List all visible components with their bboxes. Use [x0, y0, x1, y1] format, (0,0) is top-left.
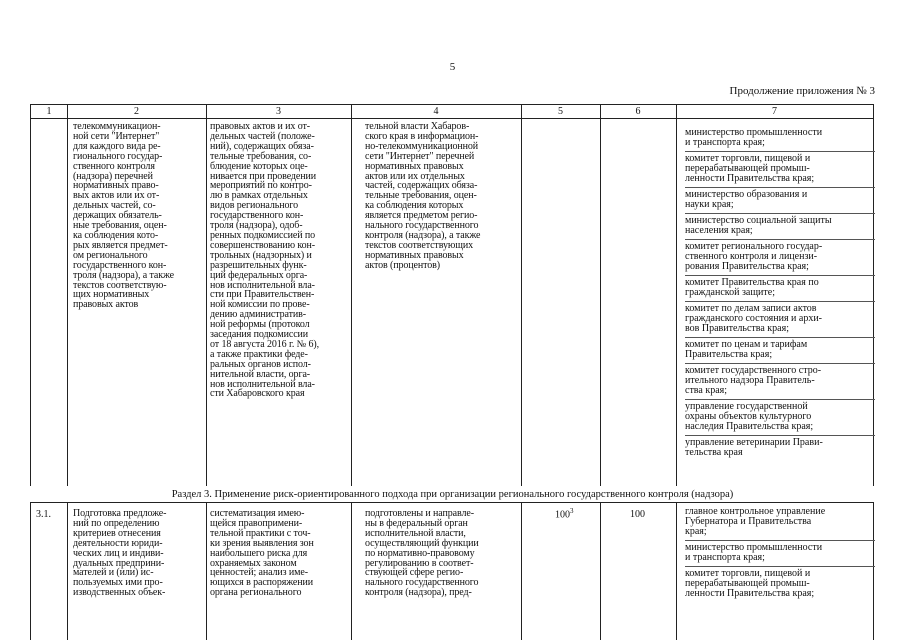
continuation-label: Продолжение приложения № 3 — [729, 85, 875, 97]
list-item: министерство социальной защиты населения края; — [685, 214, 875, 240]
list-item: комитет государственного стро- ительного надзора Правитель- ства края; — [685, 364, 875, 400]
row-prev-col7-list — [685, 126, 875, 461]
list-item: комитет торговли, пищевой и перерабатывающей промыш- ленности Правительства края; — [685, 568, 815, 599]
page-number: 5 — [449, 61, 456, 73]
col5-value: 100 — [555, 509, 570, 521]
row-prev-col3: правовых актов и их от- дельных частей (положе- ний), содержащих обяза- тельные требования, со- блюдение которых оце- нивается при проведении мероприятий по контро- лю в рамках отдельных видов регионального государственного кон- троля (надзора), одоб- ренных подкомиссией по совершенствованию кон- трольных (надзорных) и разрешительных функ- ций федеральных орга- нов исполнительной вла- сти при Правительствен- ной комиссии по прове- дению административ- ной реформы (протокол заседания подкомиссии от 18 августа 2016 г. № 6), а также практики феде- ральных органов испол- нительной власти, орга- нов исполнительной вла- сти Хабаровского края — [210, 121, 320, 400]
header-rule — [31, 118, 873, 119]
header-col-6: 6 — [635, 106, 641, 117]
row-31-col3: систематизация имею- щейся правопримени- тельной практики с точ- ки зрения выявления зон наибольшего риска для охраняемых законом ценностей; анализ име- ющихся в распоряжении органа регионального — [210, 508, 314, 599]
list-item: главное контрольное управление Губернатора и Правительства края; — [685, 505, 875, 541]
list-item: комитет по делам записи актов гражданского состояния и архи- вов Правительства края; — [685, 302, 875, 338]
row-prev-col2: телекоммуникацион- ной сети "Интернет" для каждого вида ре- гионального государ- ственного контроля (надзора) перечней нормативных право- вых актов или их от- дельных частей, со- держащих обязатель- ные требования, оцен- ка соблюдения кото- рых является предмет- ом регионального государственного кон- троля (надзора), а также текстов соответствую- щих нормативных правовых актов — [73, 121, 174, 311]
column-divider — [676, 502, 677, 640]
row-prev-col4: тельной власти Хабаров- ского края в информацион- но-телекоммуникационной сети "Интернет" перечней нормативных правовых актов или их отдельных частей, содержащих обяза- тельные требования, оцен- ка соблюдения которых является предметом регио- нального государственного контроля (надзора), а также текстов соответствующих нормативных правовых актов (процентов) — [365, 121, 481, 271]
list-item: министерство образования и науки края; — [685, 188, 875, 214]
header-col-2: 2 — [134, 106, 139, 117]
header-col-4: 4 — [433, 106, 439, 117]
list-item: комитет по ценам и тарифам Правительства края; — [685, 338, 875, 364]
header-col-3: 3 — [276, 106, 281, 117]
header-col-7: 7 — [772, 106, 777, 117]
column-divider — [67, 105, 68, 486]
column-divider — [67, 502, 68, 640]
list-item: министерство промышленности и транспорта края; — [685, 126, 875, 152]
footnote-marker: 3 — [570, 507, 574, 515]
row-31-col4: подготовлены и направле- ны в федеральный орган исполнительной власти, осуществляющий функции по нормативно-правовому регулированию в соответ- ствующей сфере регио- нального государственного контроля (надзора), пред- — [365, 508, 479, 599]
column-divider — [676, 105, 677, 486]
row-31-col2: Подготовка предложе- ний по определению критериев отнесения деятельности юриди- ческих лиц и индиви- дуальных предприни- мателей и (или) ис- пользуемых ими про- изводственных объек- — [73, 508, 167, 599]
list-item: комитет торговли, пищевой и перерабатывающей промыш- ленности Правительства края; — [685, 152, 875, 188]
row-31-col7-list — [685, 505, 875, 602]
column-divider — [600, 105, 601, 486]
row-number: 3.1. — [36, 509, 51, 520]
row-31-col5 — [555, 507, 574, 520]
list-item: управление ветеринарии Прави- тельства края — [685, 437, 823, 458]
list-item: комитет регионального государ- ственного контроля и лицензи- рования Правительства края; — [685, 240, 875, 276]
section-title: Раздел 3. Применение риск-ориентированного подхода при организации регионального государственного контроля (надзора) — [171, 489, 734, 500]
list-item: комитет Правительства края по гражданской защите; — [685, 276, 875, 302]
row-31-col6: 100 — [630, 509, 645, 520]
header-col-1: 1 — [46, 106, 52, 117]
list-item: министерство промышленности и транспорта края; — [685, 541, 875, 567]
column-divider — [600, 502, 601, 640]
header-col-5: 5 — [558, 106, 563, 117]
list-item: управление государственной охраны объектов культурного наследия Правительства края; — [685, 400, 875, 436]
